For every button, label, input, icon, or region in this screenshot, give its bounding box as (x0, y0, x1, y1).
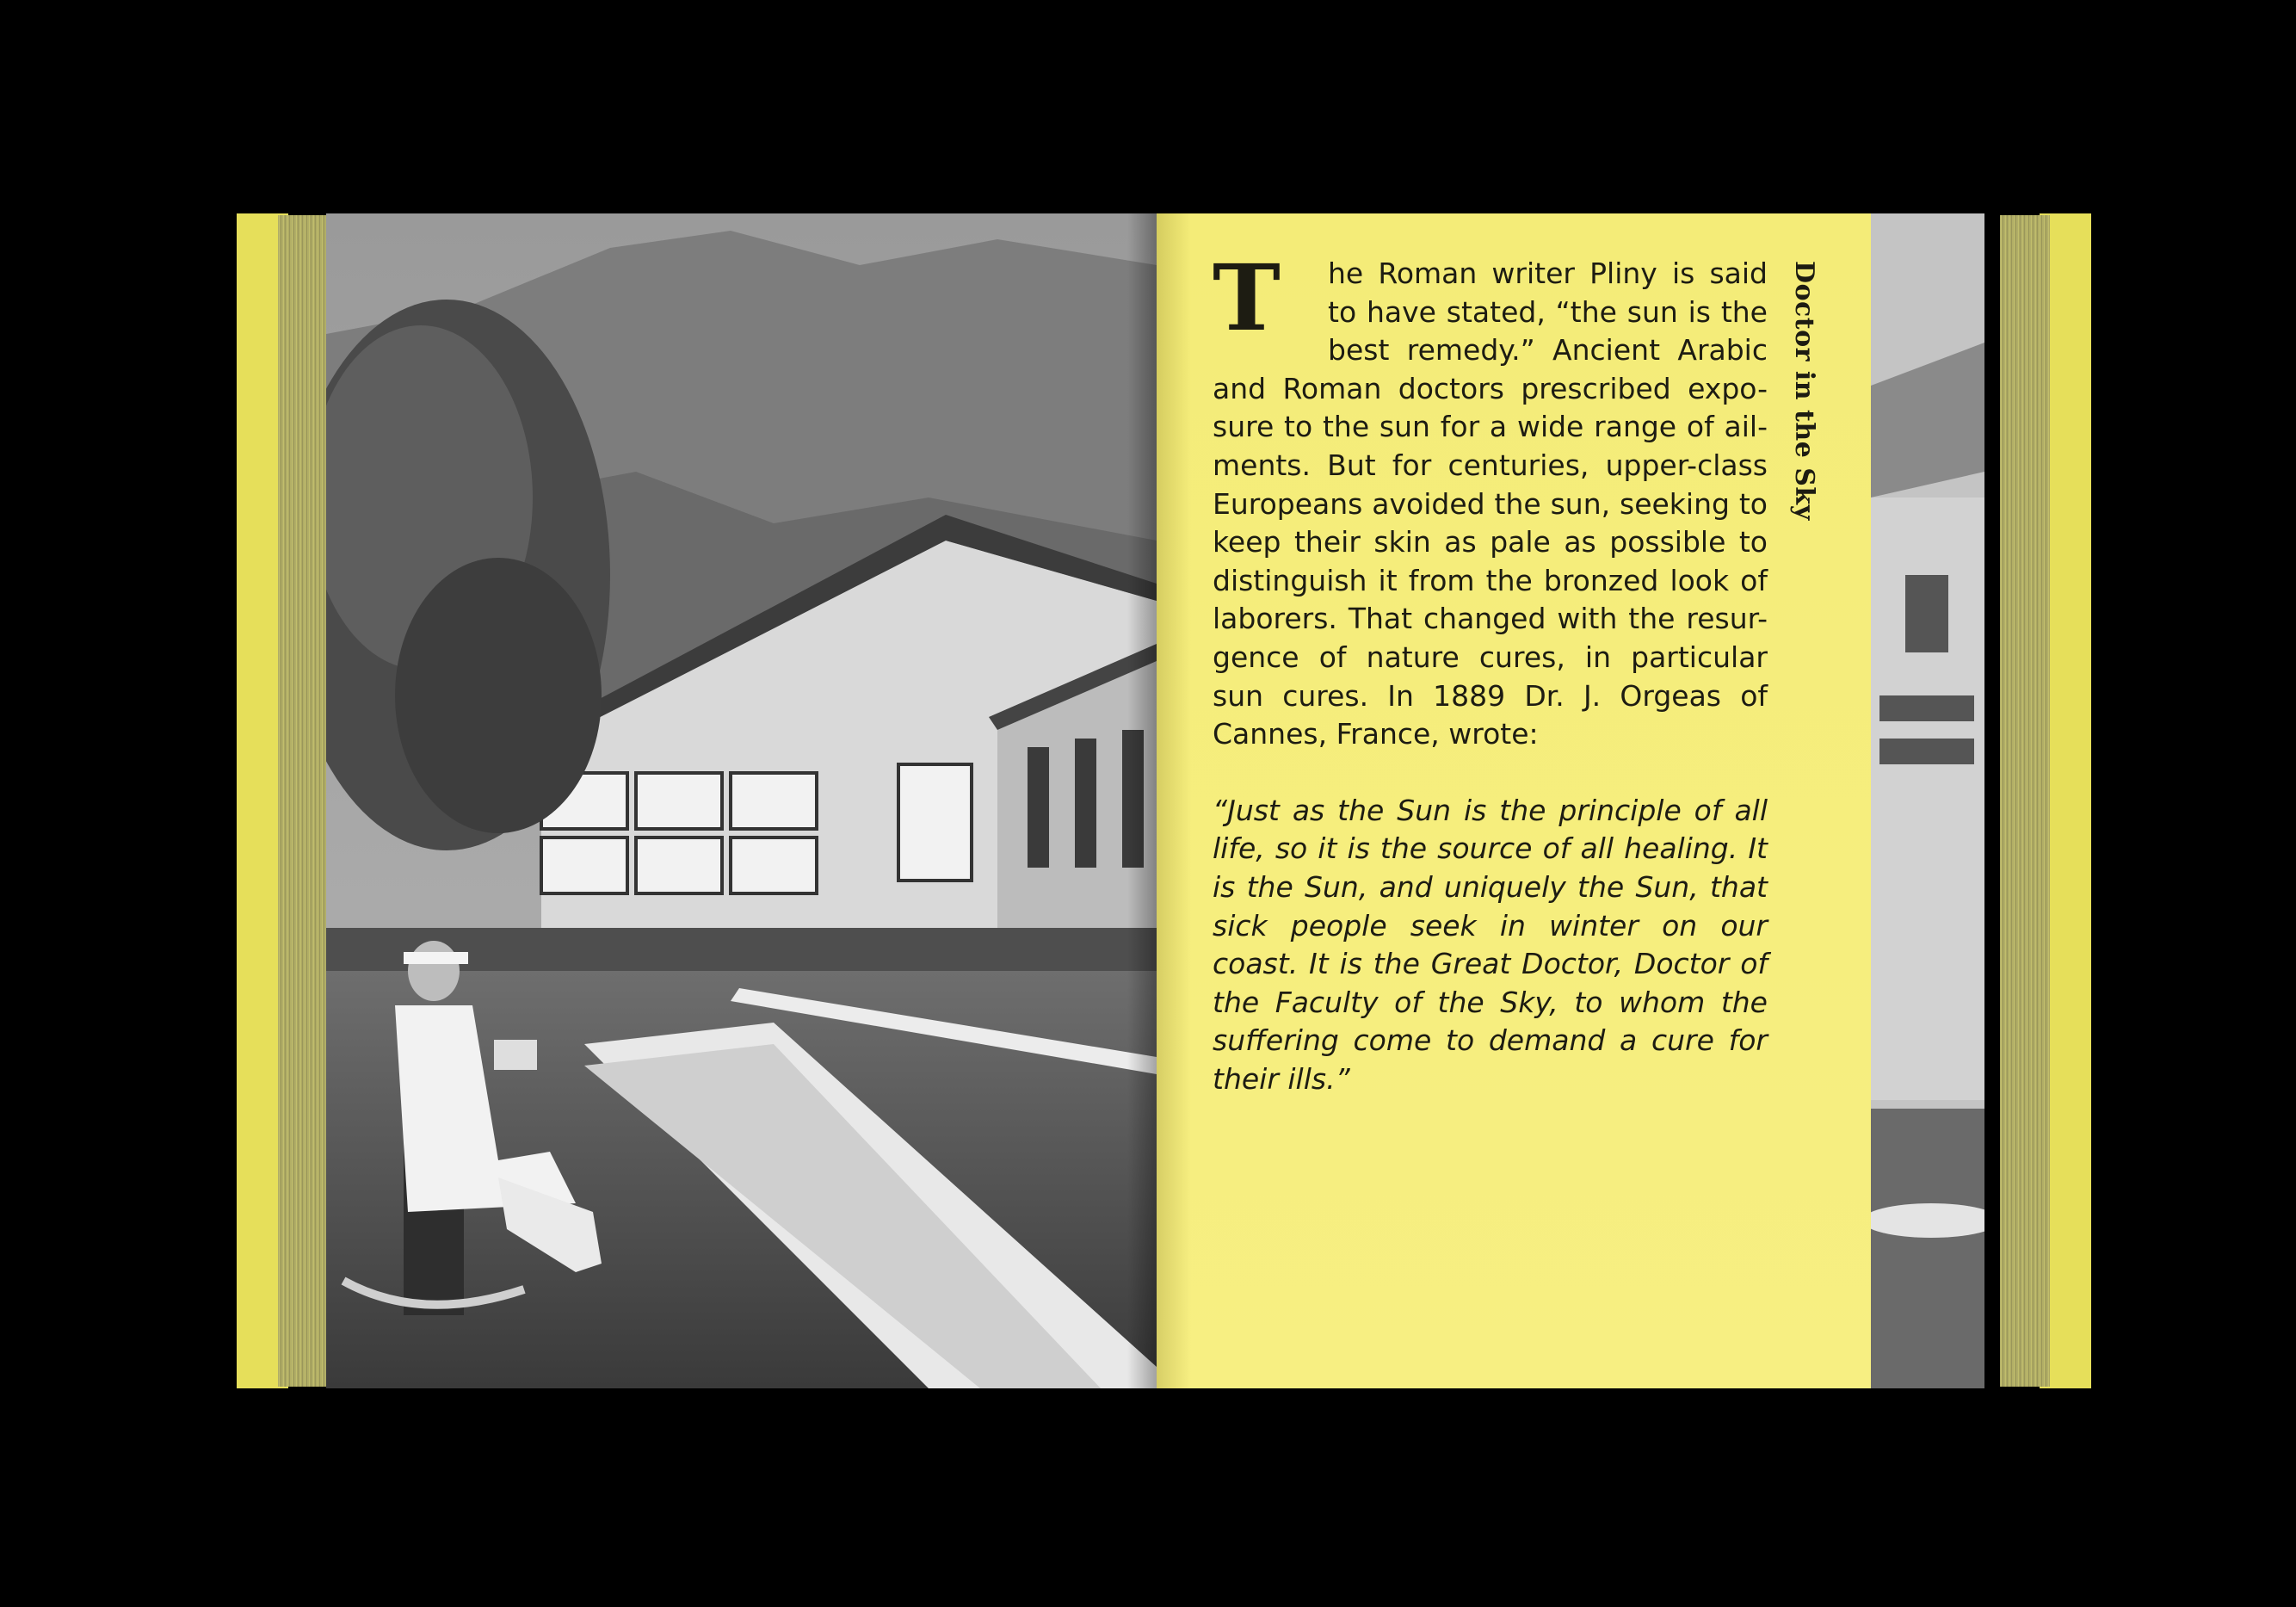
next-page-photo-strip (1871, 213, 1984, 1388)
building-photo-icon (1871, 213, 1984, 1388)
body-text-block (1213, 244, 1768, 1098)
right-page (1157, 213, 1871, 1388)
page-edges-right (2000, 215, 2050, 1387)
open-book (237, 213, 2091, 1388)
block-quote: “Just as the Sun is the principle of all life, so it is the source of all healing. It is the Sun, and uniquely the Sun, that sick people seek in winter on our coast. It is the Great Doctor, Doctor of the Faculty of the Sky, to whom the suffering come to demand a cure for their ills.” (1213, 793, 1768, 1096)
left-page-photo (326, 213, 1157, 1388)
page-curve-shadow (1157, 213, 1191, 1388)
page-edges-left (278, 215, 328, 1387)
body-paragraph: he Roman writer Pliny is said to have stated, “the sun is the best remedy.” Ancient Arabic and Roman doctors prescribed expo-sure to the sun for a wide range of ail-ments. But for centuries, upper-class Europeans avoided the sun, seeking to keep their skin as pale as possible to distinguish it from the bronzed look of laborers. That changed with the resur-gence of nature cures, in particular sun cures. In 1889 Dr. J. Orgeas of Cannes, France, wrote: (1213, 257, 1768, 751)
running-head: Doctor in the Sky (1789, 261, 1819, 521)
drop-cap: T (1213, 244, 1281, 351)
sanatorium-sun-cure-photo-icon (326, 213, 1157, 1388)
